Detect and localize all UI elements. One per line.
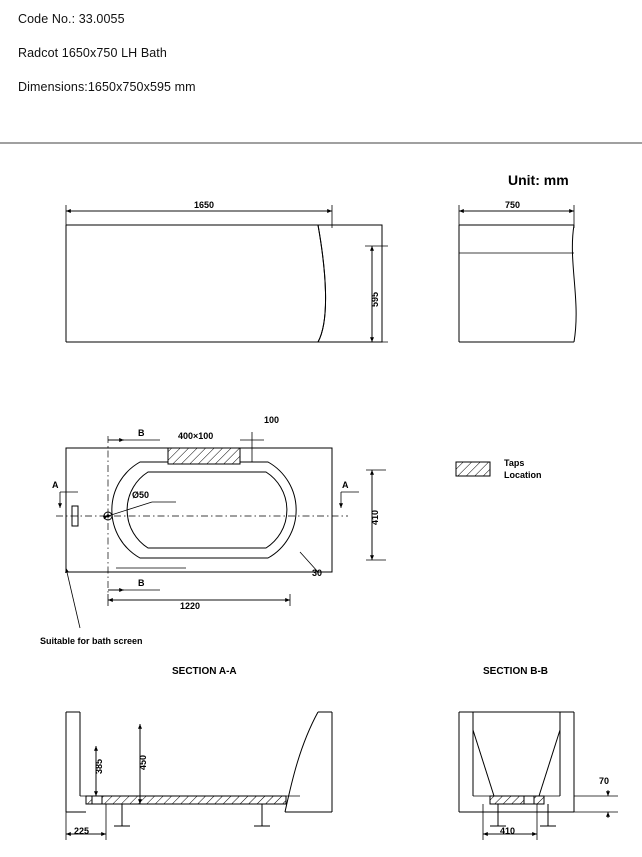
taps-cutout-label: 400×100 — [178, 431, 214, 441]
section-bb-title: SECTION B-B — [483, 666, 548, 677]
bath-screen-note: Suitable for bath screen — [40, 636, 143, 646]
side-width-label: 750 — [505, 200, 521, 210]
product-dimensions: Dimensions:1650x750x595 mm — [18, 80, 196, 94]
offset-100-label: 100 — [264, 415, 280, 425]
plan-marker-b-bottom: B — [138, 578, 145, 588]
section-bb-70: 70 — [599, 776, 610, 786]
plan-marker-a-right: A — [342, 480, 349, 490]
legend-taps-line1: Taps — [504, 458, 525, 468]
code-number: Code No.: 33.0055 — [18, 12, 125, 26]
radius-30-label: 30 — [312, 568, 323, 578]
front-width-label: 1650 — [194, 200, 215, 210]
plan-marker-b-top: B — [138, 428, 145, 438]
section-aa-385: 385 — [94, 758, 104, 774]
section-bb-410: 410 — [500, 826, 516, 836]
legend-taps-line2: Location — [504, 470, 542, 480]
product-name: Radcot 1650x750 LH Bath — [18, 46, 167, 60]
section-aa-title: SECTION A-A — [172, 666, 237, 677]
plan-marker-a-left: A — [52, 480, 59, 490]
plan-length-label: 1220 — [180, 601, 201, 611]
section-aa-450: 450 — [138, 754, 148, 770]
front-height-label: 595 — [370, 291, 380, 307]
unit-note: Unit: mm — [508, 172, 569, 188]
section-aa-225: 225 — [74, 826, 90, 836]
plan-depth-label: 410 — [370, 509, 380, 525]
waste-diameter-label: Ø50 — [132, 490, 150, 500]
